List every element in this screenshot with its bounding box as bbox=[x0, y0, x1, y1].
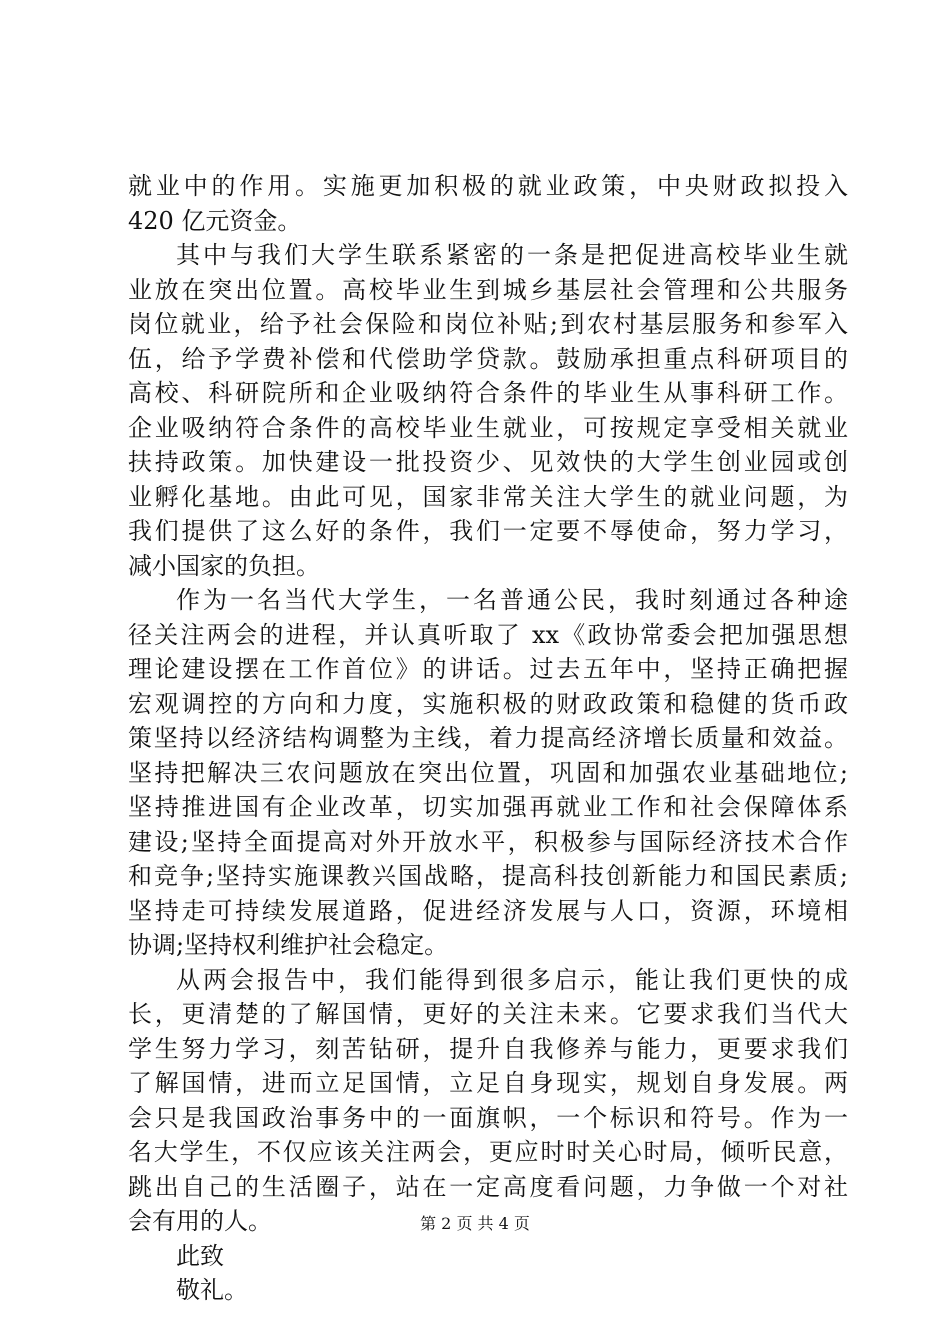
text-line: 坚持把解决三农问题放在突出位置，巩固和加强农业基础地位; bbox=[128, 758, 848, 787]
text-line: 和竞争;坚持实施课教兴国战略，提高科技创新能力和国民素质; bbox=[128, 862, 848, 890]
text-line: 策坚持以经济结构调整为主线，着力提高经济增长质量和效益。 bbox=[128, 724, 848, 752]
text-line: 坚持推进国有企业改革，切实加强再就业工作和社会保障体系 bbox=[128, 793, 848, 821]
text-line: 名大学生，不仅应该关注两会，更应时时关心时局，倾听民意， bbox=[128, 1138, 848, 1166]
text-line: 理论建设摆在工作首位》的讲话。过去五年中，坚持正确把握 bbox=[128, 655, 848, 683]
text-line: 宏观调控的方向和力度，实施积极的财政政策和稳健的货币政 bbox=[128, 689, 848, 718]
text-line: 伍，给予学费补偿和代偿助学贷款。鼓励承担重点科研项目的 bbox=[128, 344, 848, 373]
text-line: 从两会报告中，我们能得到很多启示，能让我们更快的成 bbox=[176, 965, 848, 994]
text-line: 会有用的人。 bbox=[128, 1207, 272, 1235]
text-line: 业孵化基地。由此可见，国家非常关注大学生的就业问题，为 bbox=[128, 482, 848, 511]
text-line: 我们提供了这么好的条件，我们一定要不辱使命，努力学习， bbox=[128, 517, 848, 545]
text-line: 跳出自己的生活圈子，站在一定高度看问题，力争做一个对社 bbox=[128, 1172, 848, 1201]
text-line: 企业吸纳符合条件的高校毕业生就业，可按规定享受相关就业 bbox=[128, 413, 848, 442]
text-line: 了解国情，进而立足国情，立足自身现实，规划自身发展。两 bbox=[128, 1069, 848, 1097]
letter-body bbox=[128, 169, 848, 1308]
text-line: 坚持走可持续发展道路，促进经济发展与人口，资源，环境相 bbox=[128, 896, 848, 925]
text-line: 作为一名当代大学生，一名普通公民，我时刻通过各种途 bbox=[176, 586, 848, 614]
text-line: 长，更清楚的了解国情，更好的关注未来。它要求我们当代大 bbox=[128, 1000, 848, 1028]
text-line: 业放在突出位置。高校毕业生到城乡基层社会管理和公共服务 bbox=[128, 275, 848, 304]
text-line: 建设;坚持全面提高对外开放水平，积极参与国际经济技术合作 bbox=[128, 827, 848, 856]
text-line: 岗位就业，给予社会保险和岗位补贴;到农村基层服务和参军入 bbox=[128, 310, 848, 338]
text-line: 学生努力学习，刻苦钻研，提升自我修养与能力，更要求我们 bbox=[128, 1034, 848, 1063]
text-line: 420 亿元资金。 bbox=[128, 206, 302, 235]
closing-regards: 敬礼。 bbox=[176, 1276, 248, 1304]
text-line: 减小国家的负担。 bbox=[128, 551, 320, 580]
text-line: 高校、科研院所和企业吸纳符合条件的毕业生从事科研工作。 bbox=[128, 379, 848, 407]
text-line: 扶持政策。加快建设一批投资少、见效快的大学生创业园或创 bbox=[128, 448, 848, 476]
text-line: 就业中的作用。实施更加积极的就业政策，中央财政拟投入 bbox=[128, 172, 848, 200]
closing-salutation: 此致 bbox=[176, 1241, 224, 1270]
text-line: 其中与我们大学生联系紧密的一条是把促进高校毕业生就 bbox=[176, 241, 848, 269]
text-line: 会只是我国政治事务中的一面旗帜，一个标识和符号。作为一 bbox=[128, 1103, 848, 1132]
page-number-footer: 第 2 页 共 4 页 bbox=[420, 1214, 530, 1233]
text-line: 协调;坚持权利维护社会稳定。 bbox=[128, 931, 449, 959]
text-line: 径关注两会的进程，并认真听取了 xx《政协常委会把加强思想 bbox=[128, 620, 848, 649]
